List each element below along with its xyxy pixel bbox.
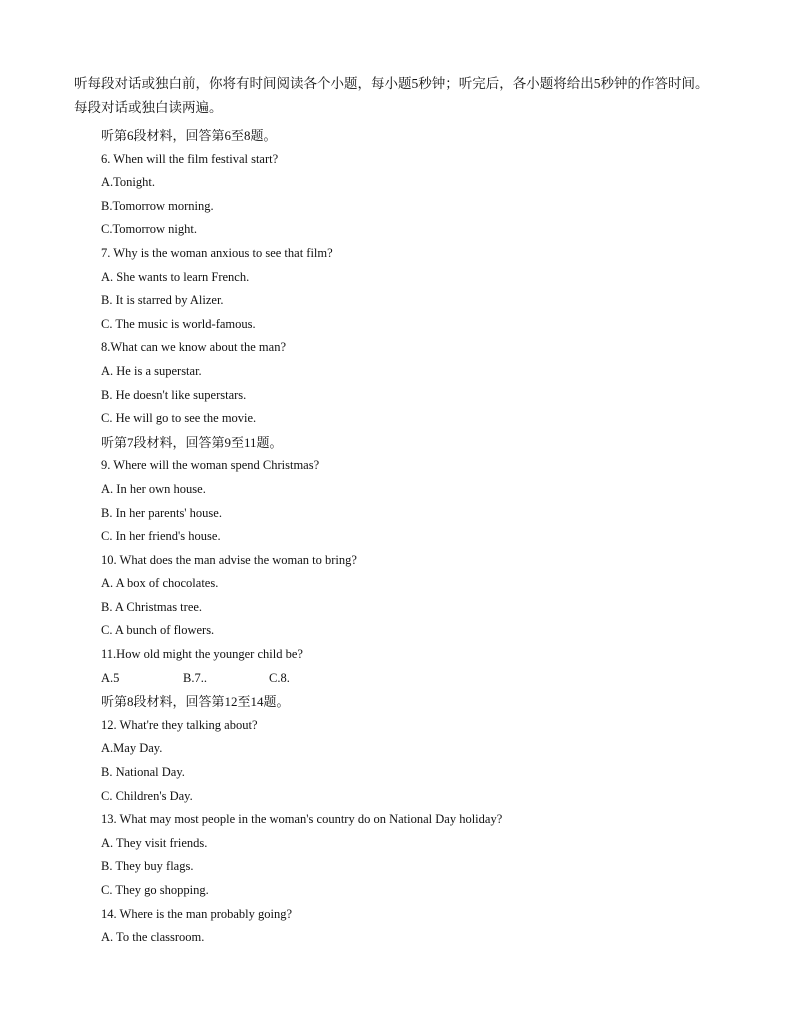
option-7c: C. The music is world-famous.	[101, 316, 256, 331]
option-8a: A. He is a superstar.	[101, 363, 202, 378]
option-11a: A.5	[101, 670, 120, 685]
option-13c: C. They go shopping.	[101, 883, 209, 897]
section-heading-7: 听第7段材料，回答第9至11题。	[101, 434, 283, 450]
question-8: 8.What can we know about the man?	[101, 340, 287, 355]
instruction-line-2: 每段对话或独白读两遍。	[74, 100, 223, 115]
option-13b: B. They buy flags.	[101, 859, 194, 874]
options-row-11	[0, 667, 794, 691]
question-11: 11.How old might the younger child be?	[101, 647, 303, 662]
option-11b: B.7..	[183, 670, 207, 685]
option-14a: A. To the classroom.	[101, 930, 205, 945]
option-12a: A.May Day.	[101, 741, 163, 756]
option-13a: A. They visit friends.	[101, 835, 208, 850]
option-10a: A. A box of chocolates.	[101, 576, 219, 591]
option-7b: B. It is starred by Alizer.	[101, 293, 224, 308]
questions-content	[0, 124, 794, 950]
section-heading-6: 听第6段材料，回答第6至8题。	[101, 128, 277, 143]
question-13: 13. What may most people in the woman's country do on National Day holiday?	[101, 812, 503, 827]
option-12b: B. National Day.	[101, 765, 185, 780]
option-6a: A.Tonight.	[101, 175, 155, 190]
option-6b: B.Tomorrow morning.	[101, 198, 214, 213]
option-8b: B. He doesn't like superstars.	[101, 387, 247, 402]
question-12: 12. What're they talking about?	[101, 717, 258, 732]
instruction-line-1: 听每段对话或独白前，你将有时间阅读各个小题，每小题5秒钟；听完后，各小题将给出5秒钟的作答时间。	[74, 76, 709, 91]
option-6c: C.Tomorrow night.	[101, 222, 197, 237]
option-9b: B. In her parents' house.	[101, 505, 222, 520]
option-11c: C.8.	[269, 670, 290, 685]
instructions	[74, 72, 754, 120]
option-8c: C. He will go to see the movie.	[101, 411, 257, 426]
question-9: 9. Where will the woman spend Christmas?	[101, 458, 320, 473]
question-10: 10. What does the man advise the woman to bring?	[101, 552, 357, 567]
question-6: 6. When will the film festival start?	[101, 151, 279, 166]
section-heading-8: 听第8段材料，回答第12至14题。	[101, 694, 290, 710]
question-7: 7. Why is the woman anxious to see that film?	[101, 245, 333, 260]
option-10b: B. A Christmas tree.	[101, 599, 203, 614]
question-14: 14. Where is the man probably going?	[101, 906, 293, 921]
option-12c: C. Children's Day.	[101, 788, 193, 803]
option-10c: C. A bunch of flowers.	[101, 623, 215, 638]
option-7a: A. She wants to learn French.	[101, 269, 250, 284]
option-9a: A. In her own house.	[101, 481, 206, 496]
option-9c: C. In her friend's house.	[101, 529, 221, 544]
